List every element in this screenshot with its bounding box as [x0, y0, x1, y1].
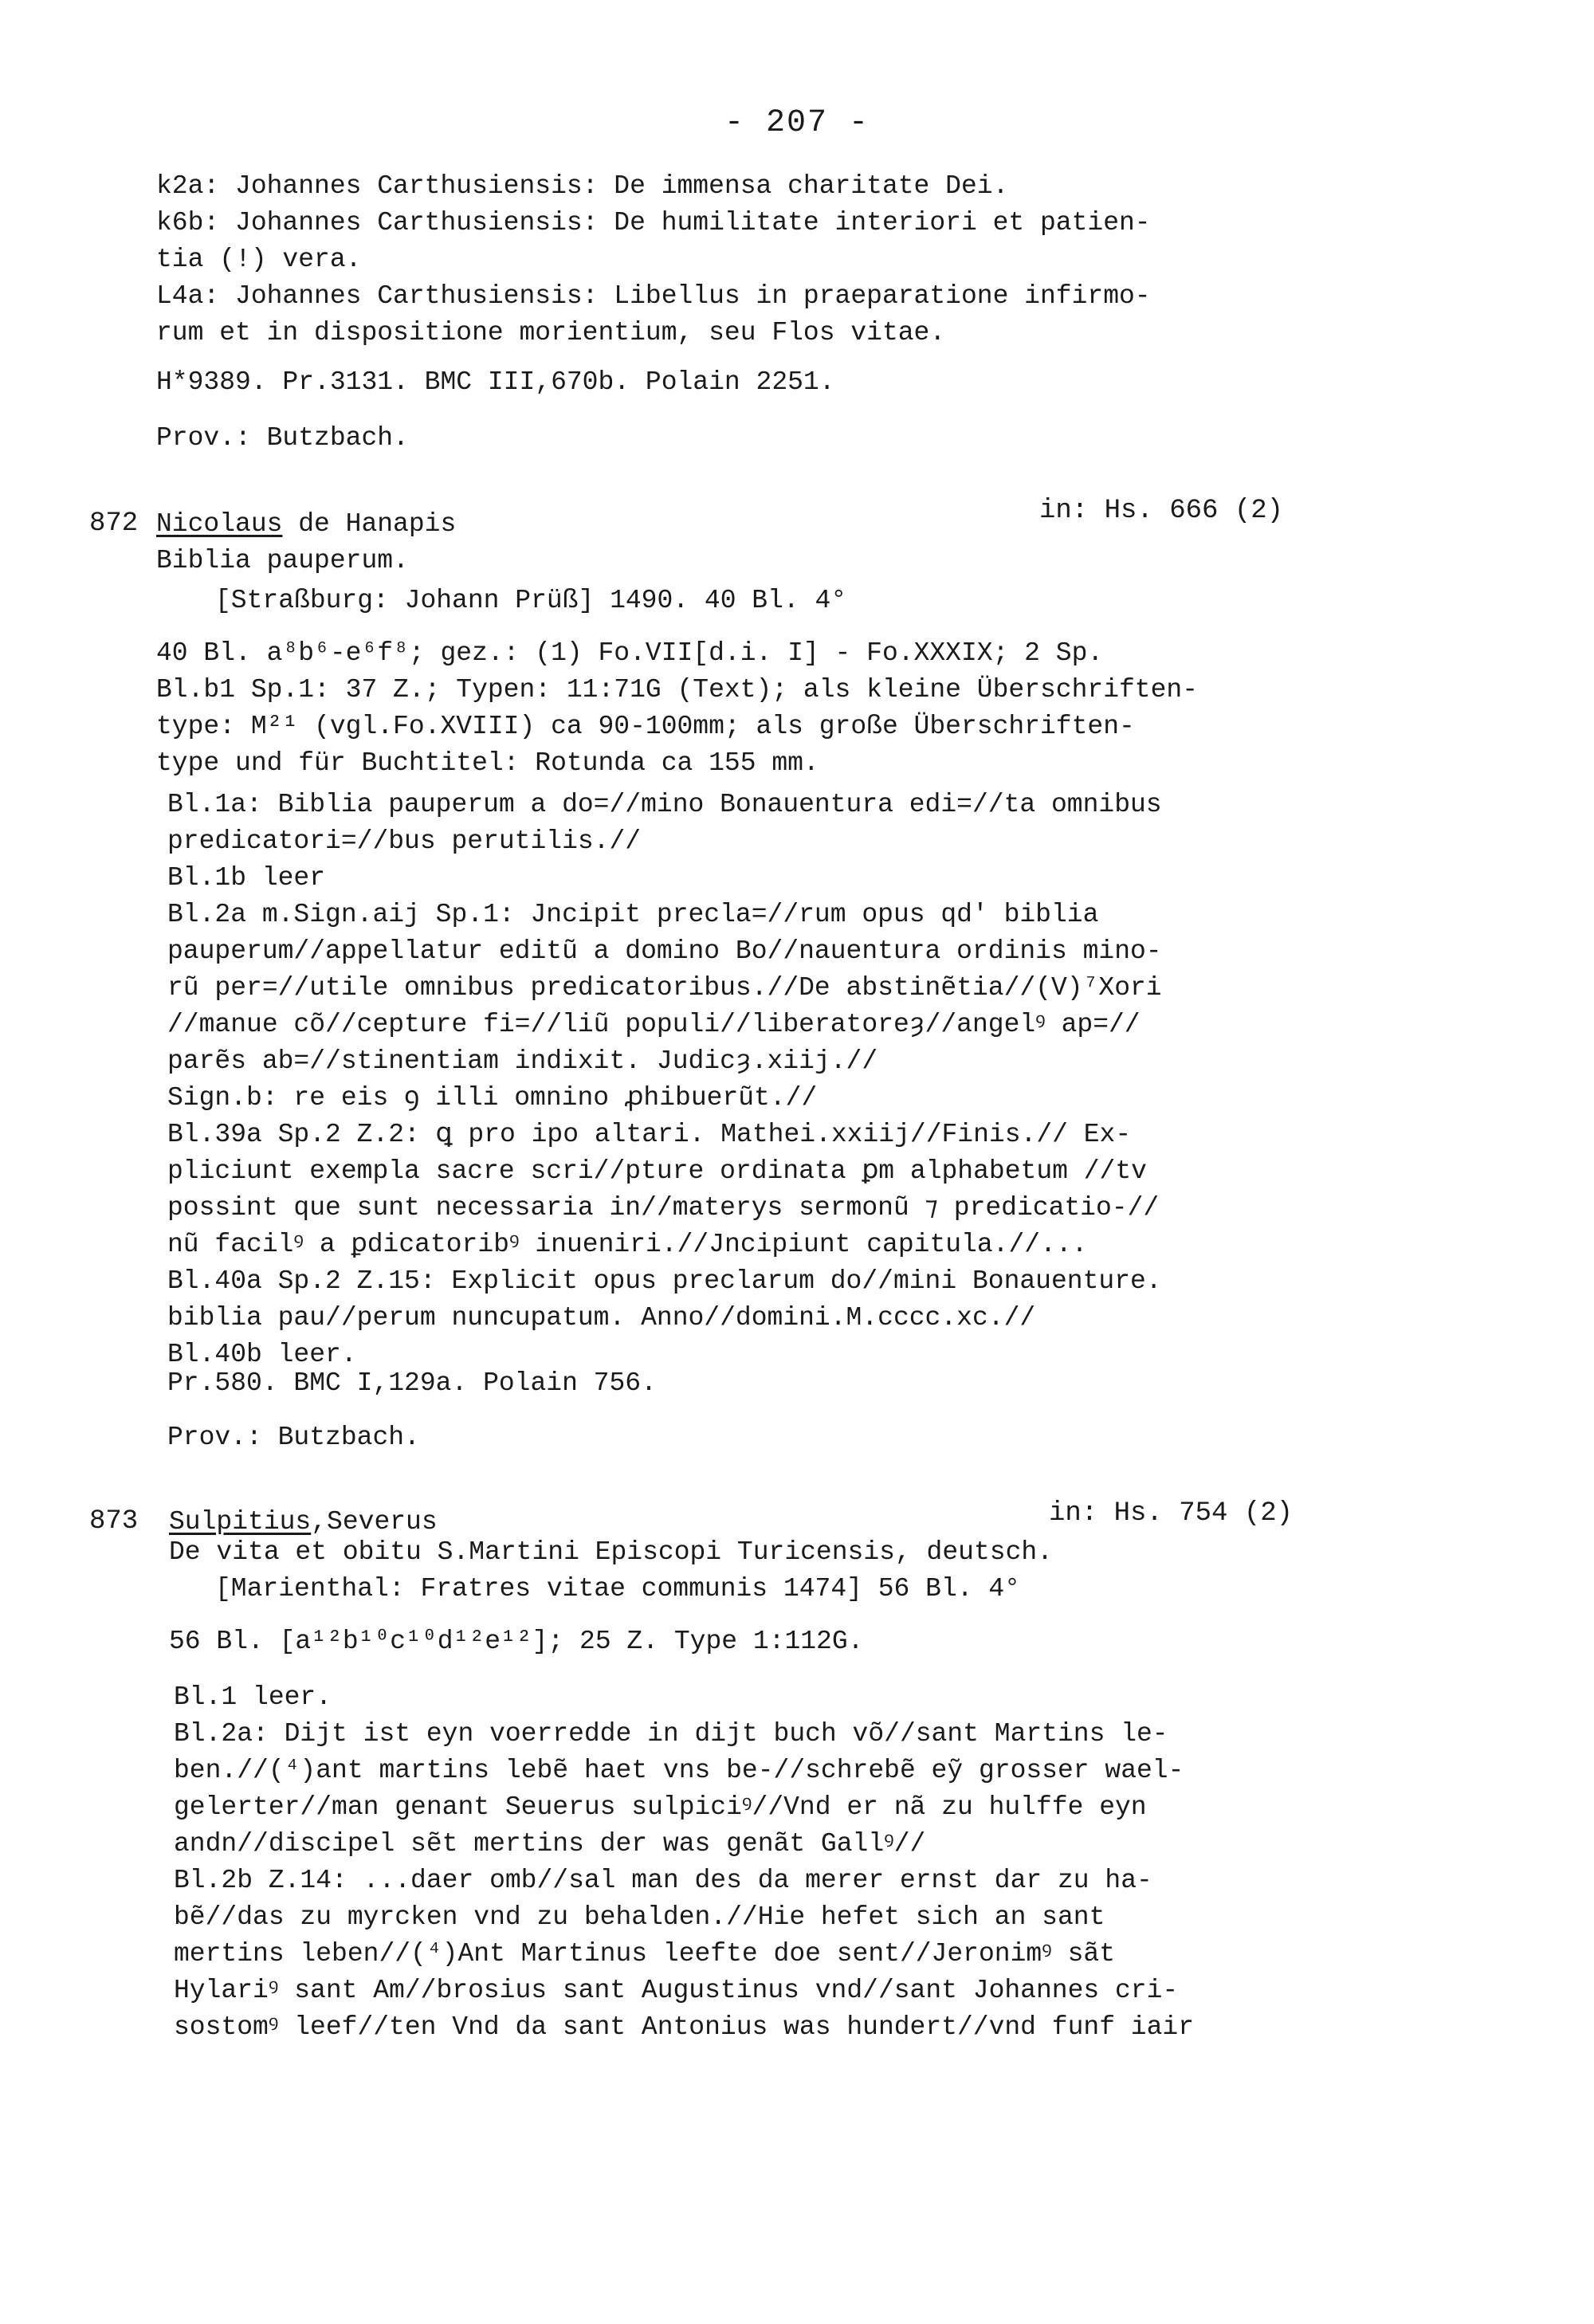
provenance-line: Prov.: Butzbach.: [167, 1423, 420, 1452]
entry-author: [169, 1506, 438, 1538]
text-line: Bl.40b leer.: [167, 1340, 357, 1369]
author-rest: ,Severus: [311, 1507, 438, 1537]
text-line: type: M²¹ (vgl.Fo.XVIII) ca 90-100mm; als große Überschriften-: [156, 712, 1135, 741]
text-line: Bl.2a: Dijt ist eyn voerredde in dijt buch võ//sant Martins le-: [174, 1719, 1168, 1749]
text-line: 40 Bl. a⁸b⁶-e⁶f⁸; gez.: (1) Fo.VII[d.i. I] - Fo.XXXIX; 2 Sp.: [156, 638, 1104, 668]
entry-author: [156, 508, 456, 540]
author-surname: Nicolaus: [156, 509, 283, 539]
text-line: Prov.: Butzbach.: [156, 423, 409, 453]
text-line: k6b: Johannes Carthusiensis: De humilitate interiori et patien-: [156, 208, 1151, 238]
text-line: [Straßburg: Johann Prüß] 1490. 40 Bl. 4°: [215, 586, 847, 615]
text-line: H*9389. Pr.3131. BMC III,670b. Polain 2251.: [156, 367, 835, 397]
text-line: Bl.b1 Sp.1: 37 Z.; Typen: 11:71G (Text); als kleine Überschriften-: [156, 675, 1199, 705]
text-line: type und für Buchtitel: Rotunda ca 155 mm.: [156, 748, 819, 778]
text-line: Sign.b: re eis ꝯ illi omnino ꝓhibuerũt.//: [167, 1083, 818, 1113]
text-line: Bl.2b Z.14: ...daer omb//sal man des da merer ernst dar zu ha-: [174, 1866, 1152, 1895]
text-line: rum et in dispositione morientium, seu Flos vitae.: [156, 318, 946, 347]
text-line: andn//discipel sẽt mertins der was genãt Gallꝰ//: [174, 1829, 926, 1859]
text-line: pauperum//appellatur editũ a domino Bo//nauentura ordinis mino-: [167, 936, 1162, 966]
text-line: predicatori=//bus perutilis.//: [167, 826, 642, 856]
text-line: gelerter//man genant Seuerus sulpiciꝰ//Vnd er nã zu hulffe eyn: [174, 1792, 1147, 1822]
text-line: Bl.1b leer: [167, 863, 326, 893]
text-line: ben.//(⁴)ant martins lebẽ haet vns be-//schrebẽ eỹ grosser wael-: [174, 1756, 1184, 1785]
entry-number: 873: [89, 1506, 139, 1537]
text-line: rũ per=//utile omnibus predicatoribus.//De abstinẽtia//(V)⁷Xori: [167, 973, 1162, 1003]
shelf-location: in: Hs. 666 (2): [1039, 496, 1284, 526]
text-line: Bl.39a Sp.2 Z.2: ꝗ pro ipo altari. Mathei.xxiij//Finis.// Ex-: [167, 1120, 1132, 1149]
text-line: Biblia pauperum.: [156, 546, 409, 575]
text-line: bẽ//das zu myrcken vnd zu behalden.//Hie hefet sich an sant: [174, 1902, 1105, 1932]
text-line: Bl.1 leer.: [174, 1682, 332, 1712]
text-line: nũ facilꝰ a ꝑdicatoribꝰ inueniri.//Jncipiunt capitula.//...: [167, 1230, 1088, 1259]
text-line: possint que sunt necessaria in//materys sermonũ ⁊ predicatio-//: [167, 1193, 1160, 1223]
text-line: Hylariꝰ sant Am//brosius sant Augustinus vnd//sant Johannes cri-: [174, 1976, 1179, 2005]
text-line: L4a: Johannes Carthusiensis: Libellus in praeparatione infirmo-: [156, 281, 1151, 311]
shelf-location: in: Hs. 754 (2): [1049, 1498, 1294, 1529]
text-line: Bl.40a Sp.2 Z.15: Explicit opus preclarum do//mini Bonauenture.: [167, 1266, 1162, 1296]
text-line: tia (!) vera.: [156, 245, 362, 274]
text-line: [Marienthal: Fratres vitae communis 1474] 56 Bl. 4°: [215, 1574, 1020, 1604]
text-line: pliciunt exempla sacre scri//pture ordinata ꝑm alphabetum //tv: [167, 1156, 1147, 1186]
text-line: sostomꝰ leef//ten Vnd da sant Antonius was hundert//vnd funf iair: [174, 2012, 1195, 2042]
text-line: parẽs ab=//stinentiam indixit. Judicȝ.xiij.//: [167, 1046, 878, 1076]
text-line: //manue cõ//cepture fi=//liũ populi//liberatoreȝ//angelꝰ ap=//: [167, 1010, 1141, 1039]
text-line: mertins leben//(⁴)Ant Martinus leefte doe sent//Jeronimꝰ sãt: [174, 1939, 1115, 1969]
citation-line: Pr.580. BMC I,129a. Polain 756.: [167, 1368, 657, 1398]
entry-number: 872: [89, 508, 139, 539]
author-surname: Sulpitius: [169, 1507, 312, 1537]
text-line: De vita et obitu S.Martini Episcopi Turicensis, deutsch.: [169, 1537, 1053, 1567]
text-line: 56 Bl. [a¹²b¹⁰c¹⁰d¹²e¹²]; 25 Z. Type 1:112G.: [169, 1627, 864, 1656]
text-line: Bl.1a: Biblia pauperum a do=//mino Bonauentura edi=//ta omnibus: [167, 790, 1162, 819]
page-number: - 207 -: [724, 105, 870, 141]
text-line: Bl.2a m.Sign.aij Sp.1: Jncipit precla=//rum opus qd' biblia: [167, 900, 1099, 929]
author-rest: de Hanapis: [282, 509, 457, 539]
text-line: k2a: Johannes Carthusiensis: De immensa charitate Dei.: [156, 171, 1009, 201]
text-line: biblia pau//perum nuncupatum. Anno//domini.M.cccc.xc.//: [167, 1303, 1036, 1333]
